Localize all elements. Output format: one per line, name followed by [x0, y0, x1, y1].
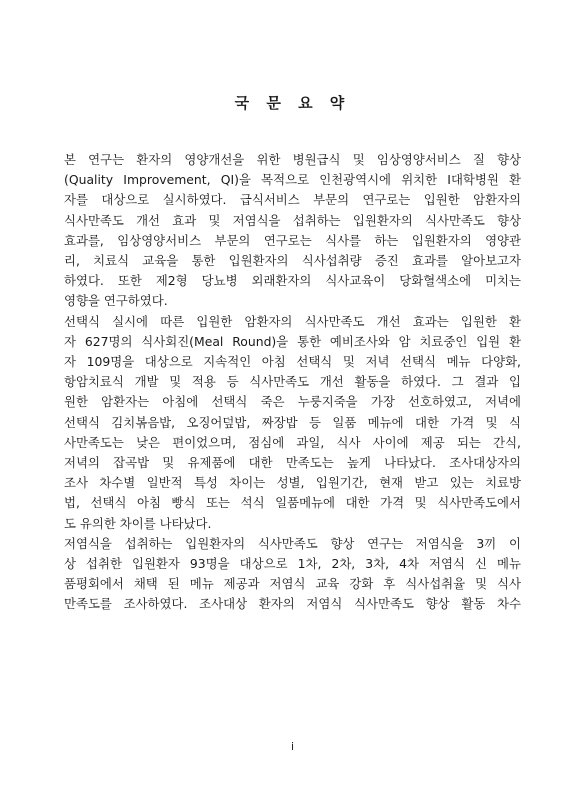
text-line: 자를 대상으로 실시하였다. 급식서비스 부문의 연구로는 입원한 암환자의	[64, 192, 521, 208]
text-line: 항암치료식 개발 및 적용 등 식사만족도 개선 활동을 하였다. 그 결과 입	[64, 374, 521, 390]
text-line: 선택식 실시에 따른 입원한 암환자의 식사만족도 개선 효과는 입원한 환	[64, 313, 521, 329]
text-line: 하였다. 또한 제2형 당뇨병 외래환자의 식사교육이 당화혈색소에 미치는	[64, 273, 521, 289]
text-line: 선택식 김치볶음밥, 오징어덮밥, 짜장밥 등 일품 메뉴에 대한 가격 및 식	[64, 414, 521, 430]
text-line: 영향을 연구하였다.	[64, 293, 168, 309]
text-line: 효과를, 임상영양서비스 부문의 연구로는 식사를 하는 입원환자의 영양관	[64, 232, 521, 248]
text-line: 저녁의 잡곡밥 및 유제품에 대한 만족도는 높게 나타났다. 조사대상자의	[64, 455, 521, 470]
text-line: 사만족도는 낮은 편이었으며, 점심에 과일, 식사 사이에 제공 되는 간식,	[64, 434, 521, 450]
text-line: 원한 암환자는 아침에 선택식 죽은 누룽지죽을 가장 선호하였고, 저녁에	[64, 394, 521, 410]
text-line: (Quality Improvement, QI)을 목적으로 인천광역시에 위치한 I대학병원 환	[64, 172, 521, 188]
text-line: 식사만족도 개선 효과 및 저염식을 섭취하는 입원환자의 식사만족도 향상	[64, 212, 521, 228]
page-number: i	[290, 740, 295, 753]
text-line: 법, 선택식 아침 빵식 또는 석식 일품메뉴에 대한 가격 및 식사만족도에서	[64, 495, 521, 511]
text-line: 자 109명을 대상으로 지속적인 아침 선택식 및 저녁 선택식 메뉴 다양화,	[64, 354, 521, 369]
text-line: 품평회에서 채택 된 메뉴 제공과 저염식 교육 강화 후 식사섭취율 및 식사	[64, 576, 521, 592]
text-line: 조사 차수별 일반적 특성 차이는 성별, 입원기간, 현재 받고 있는 치료방	[64, 475, 521, 491]
text-line: 저염식을 섭취하는 입원환자의 식사만족도 향상 연구는 저염식을 3끼 이	[64, 535, 521, 551]
text-line: 만족도를 조사하였다. 조사대상 환자의 저염식 식사만족도 향상 활동 차수	[64, 596, 521, 612]
text-line: 도 유의한 차이를 나타났다.	[64, 515, 212, 531]
text-line: 자 627명의 식사회진(Meal Round)을 통한 예비조사와 암 치료중인 입원 환	[64, 333, 521, 349]
text-line: 리, 치료식 교육을 통한 입원환자의 식사섭취량 증진 효과를 알아보고자	[64, 253, 521, 268]
text-line: 상 섭취한 입원환자 93명을 대상으로 1차, 2차, 3차, 4차 저염식 신 메뉴	[64, 556, 521, 571]
text-line: 본 연구는 환자의 영양개선을 위한 병원급식 및 임상영양서비스 질 향상	[64, 152, 521, 167]
page-title: 국 문 요 약	[234, 94, 351, 112]
